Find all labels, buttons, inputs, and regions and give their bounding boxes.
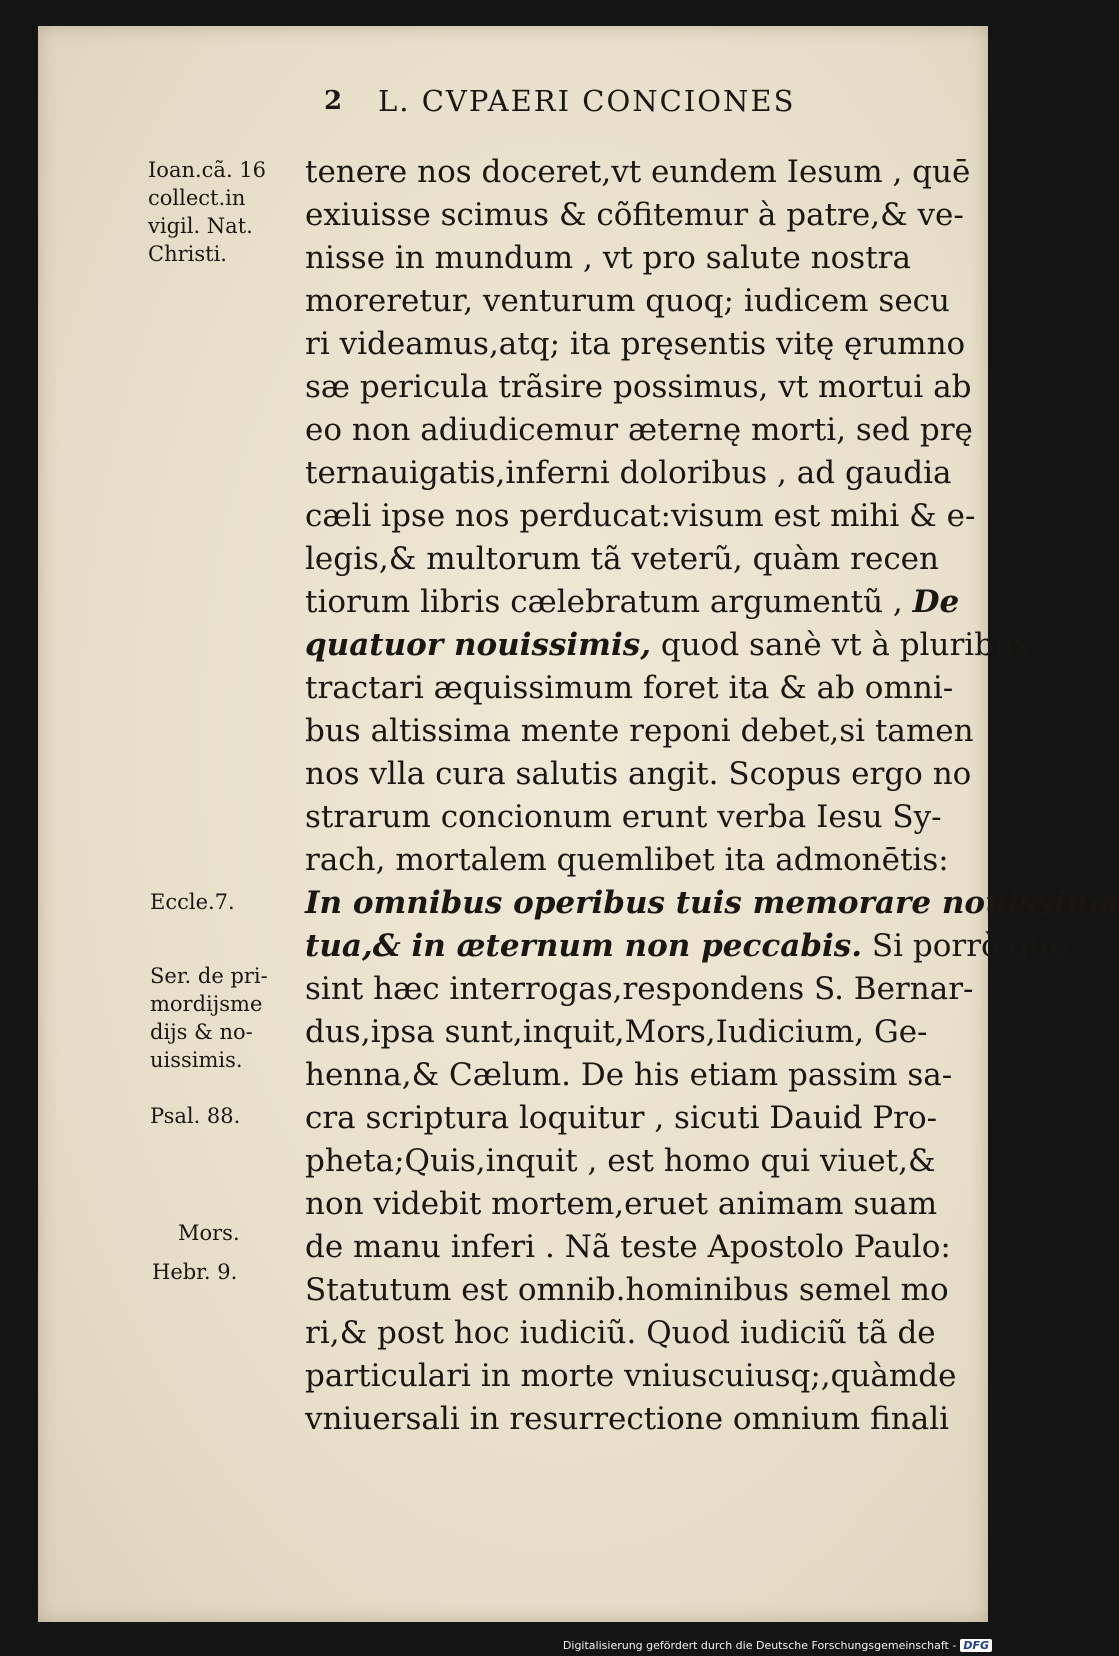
body-line: vniuersali in resurrectione omnium finali (305, 1401, 950, 1437)
body-line: non videbit mortem,eruet animam suam (305, 1186, 938, 1222)
italic-quote: tua,& in æternum non peccabis. (305, 928, 863, 964)
margin-note: Psal. 88. (150, 1104, 241, 1128)
italic-quote: In omnibus operibus tuis memorare nouissima (305, 885, 1119, 921)
body-line: dus,ipsa sunt,inquit,Mors,Iudicium, Ge- (305, 1014, 928, 1050)
margin-note: Eccle.7. (150, 890, 235, 914)
body-line: Statutum est omnib.hominibus semel mo (305, 1272, 949, 1308)
body-line (305, 580, 960, 624)
italic-title: quatuor nouissimis, (305, 627, 651, 663)
italic-title: De (912, 584, 960, 620)
body-line: particulari in morte vniuscuiusq;,quàmde (305, 1358, 957, 1394)
body-line: nos vlla cura salutis angit. Scopus ergo no (305, 756, 972, 792)
margin-note: Hebr. 9. (152, 1260, 238, 1284)
running-title: L. CVPAERI CONCIONES (378, 84, 796, 118)
body-line: legis,& multorum tã veterũ, quàm recen (305, 541, 939, 577)
margin-note: Ser. de pri- mordijsme dijs & no- uissimis. (150, 964, 268, 1072)
body-line: rach, mortalem quemlibet ita admonētis: (305, 842, 949, 878)
body-line: eo non adiudicemur æternę morti, sed prę (305, 412, 973, 448)
body-line-text: tiorum libris cælebratum argumentũ , (305, 584, 903, 620)
body-line: moreretur, venturum quoq; iudicem secu (305, 283, 951, 319)
body-line: sint hæc interrogas,respondens S. Bernar- (305, 971, 974, 1007)
body-line: tractari æquissimum foret ita & ab omni- (305, 670, 954, 706)
body-line: exiuisse scimus & cõfitemur à patre,& ve- (305, 197, 964, 233)
body-line: bus altissima mente reponi debet,si tamen (305, 713, 974, 749)
credit-text: Digitalisierung gefördert durch die Deutsche Forschungsgemeinschaft - (562, 1639, 957, 1652)
margin-note: Ioan.cã. 16 collect.in vigil. Nat. Christi. (148, 158, 267, 266)
body-line: ternauigatis,inferni doloribus , ad gaudia (305, 455, 952, 491)
body-line: ri,& post hoc iudiciũ. Quod iudiciũ tã de (305, 1315, 936, 1351)
body-line: de manu inferi . Nã teste Apostolo Paulo: (305, 1229, 951, 1265)
body-line: strarum concionum erunt verba Iesu Sy- (305, 799, 942, 835)
body-line: cæli ipse nos perducat:visum est mihi & e- (305, 498, 976, 534)
body-line (305, 881, 1119, 925)
digitization-credit (563, 1639, 992, 1652)
margin-note: Mors. (178, 1221, 240, 1245)
page-number: 2 (324, 86, 343, 116)
body-line: henna,& Cælum. De his etiam passim sa- (305, 1057, 953, 1093)
page-header (288, 84, 888, 124)
body-line: ri videamus,atq; ita pręsentis vitę ęrumno (305, 326, 966, 362)
body-line: cra scriptura loquitur , sicuti Dauid Pro- (305, 1100, 938, 1136)
body-line (305, 623, 1030, 667)
body-line: tenere nos doceret,vt eundem Iesum , quē (305, 154, 971, 190)
body-line: nisse in mundum , vt pro salute nostra (305, 240, 911, 276)
dfg-logo-icon: DFG (960, 1639, 992, 1652)
body-line: sæ pericula trãsire possimus, vt mortui ab (305, 369, 972, 405)
body-line: pheta;Quis,inquit , est homo qui viuet,& (305, 1143, 936, 1179)
body-line-text: Si porrò quę (871, 928, 1068, 964)
body-line (305, 924, 1068, 968)
body-line-text: quod sanè vt à pluribus (660, 627, 1030, 663)
